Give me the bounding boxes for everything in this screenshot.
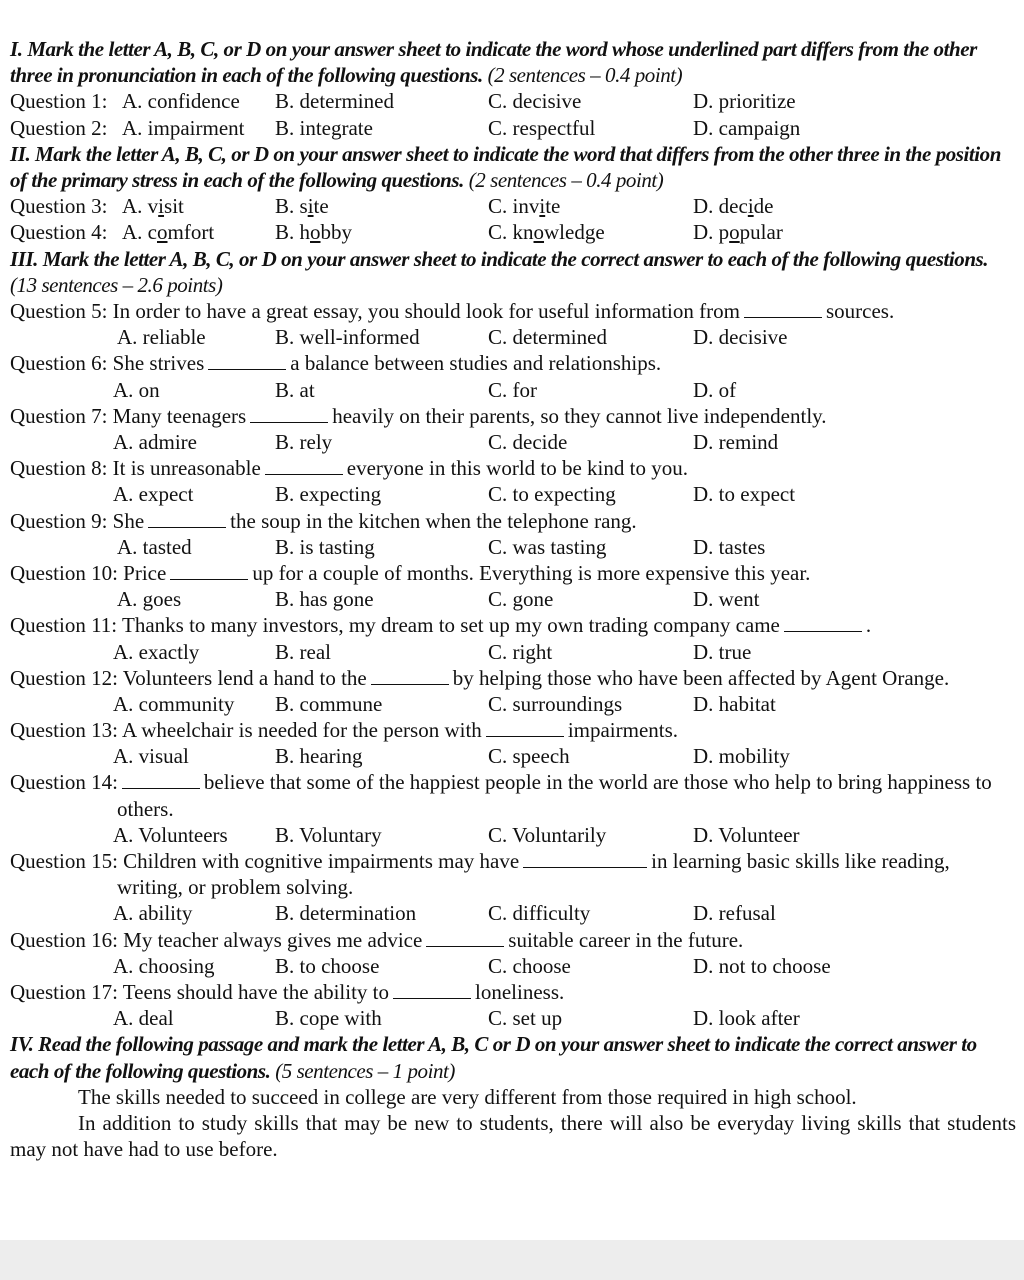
option-d: D. went <box>693 587 760 612</box>
option-d: D. mobility <box>693 744 790 769</box>
option-c: C. was tasting <box>488 534 607 559</box>
option-b: B. site <box>275 194 329 219</box>
option-d: D. remind <box>693 429 779 454</box>
question-11-stem: Question 11: Thanks to many investors, my dream to set up my own trading company came . <box>10 613 872 638</box>
option-a: A. Volunteers <box>113 822 228 847</box>
option-b: B. commune <box>275 691 383 716</box>
answer-blank <box>371 665 449 685</box>
option-a: A. ability <box>113 901 193 926</box>
option-b: B. integrate <box>275 115 373 140</box>
option-a: A. on <box>113 377 160 402</box>
option-a: A. choosing <box>113 953 215 978</box>
option-a: A. reliable <box>117 325 206 350</box>
section-1-points: (2 sentences – 0.4 point) <box>487 63 683 88</box>
option-a: A. exactly <box>113 639 200 664</box>
question-9-options <box>10 534 1016 560</box>
question-3 <box>10 193 1016 219</box>
option-b: B. at <box>275 377 315 402</box>
underlined-letter: i <box>158 194 165 219</box>
section-2-points: (2 sentences – 0.4 point) <box>468 167 664 192</box>
answer-blank <box>426 927 504 947</box>
question-16-stem: Question 16: My teacher always gives me advice suitable career in the future. <box>10 927 744 952</box>
question-12-options <box>10 691 1016 717</box>
option-d: D. decide <box>693 194 774 219</box>
underlined-letter: o <box>729 220 740 245</box>
section-3-heading <box>10 246 1016 298</box>
answer-blank <box>122 770 200 790</box>
question-4 <box>10 219 1016 245</box>
option-b: B. has gone <box>275 587 374 612</box>
option-c: C. difficulty <box>488 901 591 926</box>
option-b: B. expecting <box>275 482 382 507</box>
option-d: D. Volunteer <box>693 822 800 847</box>
option-b: B. hearing <box>275 744 363 769</box>
answer-blank <box>250 403 328 423</box>
question-label: Question 4: <box>10 220 108 245</box>
option-d: D. to expect <box>693 482 796 507</box>
answer-blank <box>523 848 647 868</box>
question-6-options <box>10 377 1016 403</box>
option-a: A. comfort <box>122 220 215 245</box>
option-a: A. visit <box>122 194 184 219</box>
option-c: C. invite <box>488 194 561 219</box>
underlined-letter: i <box>307 194 314 219</box>
question-10-stem: Question 10: Price up for a couple of months. Everything is more expensive this year. <box>10 560 811 585</box>
option-d: D. decisive <box>693 325 788 350</box>
option-c: C. gone <box>488 587 554 612</box>
question-11-options <box>10 639 1016 665</box>
option-b: B. determination <box>275 901 417 926</box>
option-c: C. speech <box>488 744 570 769</box>
passage-paragraph-2: In addition to study skills that may be new to students, there will also be everyday living skills that students may not have had to use before. <box>10 1111 1016 1162</box>
section-1-title: I. Mark the letter A, B, C, or D on your answer sheet to indicate the word whose underlined part differs from the other three in pronunciation in each of the following questions. <box>10 37 977 88</box>
option-b: B. determined <box>275 89 394 114</box>
answer-blank <box>265 455 343 475</box>
option-b: B. hobby <box>275 220 353 245</box>
option-a: A. confidence <box>122 89 240 114</box>
question-6-stem: Question 6: She strives a balance between studies and relationships. <box>10 351 662 376</box>
page-bottom-band <box>0 1240 1024 1280</box>
option-c: C. choose <box>488 953 571 978</box>
question-15-stem: Question 15: Children with cognitive impairments may have in learning basic skills like reading, writing, or problem solving. <box>10 849 950 900</box>
option-a: A. tasted <box>117 534 192 559</box>
question-8-options <box>10 481 1016 507</box>
option-d: D. habitat <box>693 691 776 716</box>
answer-blank <box>170 560 248 580</box>
answer-blank <box>148 508 226 528</box>
option-c: C. decisive <box>488 89 582 114</box>
section-4-title: IV. Read the following passage and mark the letter A, B, C or D on your answer sheet to indicate the correct answer to each of the following questions. <box>10 1032 977 1083</box>
option-a: A. goes <box>117 587 182 612</box>
question-2 <box>10 115 1016 141</box>
option-b: B. well-informed <box>275 325 420 350</box>
underlined-letter: o <box>157 220 168 245</box>
question-12-stem: Question 12: Volunteers lend a hand to the by helping those who have been affected by Agent Orange. <box>10 665 950 690</box>
option-c: C. for <box>488 377 537 402</box>
underlined-letter: i <box>747 194 754 219</box>
option-d: D. not to choose <box>693 953 831 978</box>
option-b: B. real <box>275 639 331 664</box>
option-b: B. to choose <box>275 953 380 978</box>
answer-blank <box>744 298 822 318</box>
option-c: C. surroundings <box>488 691 623 716</box>
option-d: D. campaign <box>693 115 801 140</box>
option-c: C. right <box>488 639 553 664</box>
question-17-stem: Question 17: Teens should have the ability to loneliness. <box>10 980 565 1005</box>
option-a: A. expect <box>113 482 194 507</box>
section-4-heading <box>10 1031 1016 1083</box>
option-d: D. popular <box>693 220 783 245</box>
option-c: C. knowledge <box>488 220 605 245</box>
answer-blank <box>393 979 471 999</box>
question-17-options <box>10 1005 1016 1031</box>
option-c: C. respectful <box>488 115 596 140</box>
option-c: C. decide <box>488 429 568 454</box>
section-1-heading <box>10 36 1016 88</box>
question-7-options <box>10 429 1016 455</box>
underlined-letter: o <box>533 220 545 245</box>
question-7-stem: Question 7: Many teenagers heavily on their parents, so they cannot live independently. <box>10 403 827 428</box>
question-10-options <box>10 586 1016 612</box>
option-d: D. look after <box>693 1006 800 1031</box>
question-label: Question 2: <box>10 115 108 140</box>
section-2-title: II. Mark the letter A, B, C, or D on your answer sheet to indicate the word that differs from the other three in the position of the primary stress in each of the following questions. <box>10 141 1001 192</box>
option-d: D. refusal <box>693 901 776 926</box>
underlined-letter: o <box>310 220 321 245</box>
option-c: C. to expecting <box>488 482 616 507</box>
option-b: B. rely <box>275 429 333 454</box>
option-a: A. deal <box>113 1006 174 1031</box>
question-13-stem: Question 13: A wheelchair is needed for the person with impairments. <box>10 718 679 743</box>
option-a: A. visual <box>113 744 189 769</box>
question-5-options <box>10 324 1016 350</box>
option-d: D. tastes <box>693 534 766 559</box>
underlined-letter: i <box>539 194 546 219</box>
answer-blank <box>486 717 564 737</box>
option-b: B. cope with <box>275 1006 382 1031</box>
option-d: D. true <box>693 639 752 664</box>
section-2-heading <box>10 141 1016 193</box>
question-label: Question 1: <box>10 89 108 114</box>
question-label: Question 3: <box>10 194 108 219</box>
answer-blank <box>784 612 862 632</box>
question-8-stem: Question 8: It is unreasonable everyone in this world to be kind to you. <box>10 456 688 481</box>
passage-paragraph-1: The skills needed to succeed in college are very different from those required in high school. <box>78 1084 857 1109</box>
option-c: C. Voluntarily <box>488 822 607 847</box>
option-c: C. determined <box>488 325 607 350</box>
question-9-stem: Question 9: She the soup in the kitchen when the telephone rang. <box>10 508 637 533</box>
option-a: A. admire <box>113 429 197 454</box>
question-13-options <box>10 743 1016 769</box>
question-5-stem: Question 5: In order to have a great essay, you should look for useful information from sources. <box>10 298 895 323</box>
section-3-points: (13 sentences – 2.6 points) <box>10 272 223 297</box>
section-4-points: (5 sentences – 1 point) <box>275 1058 455 1083</box>
answer-blank <box>208 350 286 370</box>
question-1 <box>10 88 1016 114</box>
question-14-stem: Question 14: believe that some of the happiest people in the world are those who help to bring happiness to others. <box>10 770 992 821</box>
question-15-options <box>10 900 1016 926</box>
option-a: A. community <box>113 691 235 716</box>
question-14-options <box>10 822 1016 848</box>
option-d: D. of <box>693 377 737 402</box>
question-16-options <box>10 953 1016 979</box>
option-d: D. prioritize <box>693 89 796 114</box>
option-b: B. Voluntary <box>275 822 382 847</box>
section-3-title: III. Mark the letter A, B, C, or D on your answer sheet to indicate the correct answer to each of the following questions. <box>10 246 989 271</box>
option-b: B. is tasting <box>275 534 375 559</box>
option-c: C. set up <box>488 1006 563 1031</box>
option-a: A. impairment <box>122 115 245 140</box>
